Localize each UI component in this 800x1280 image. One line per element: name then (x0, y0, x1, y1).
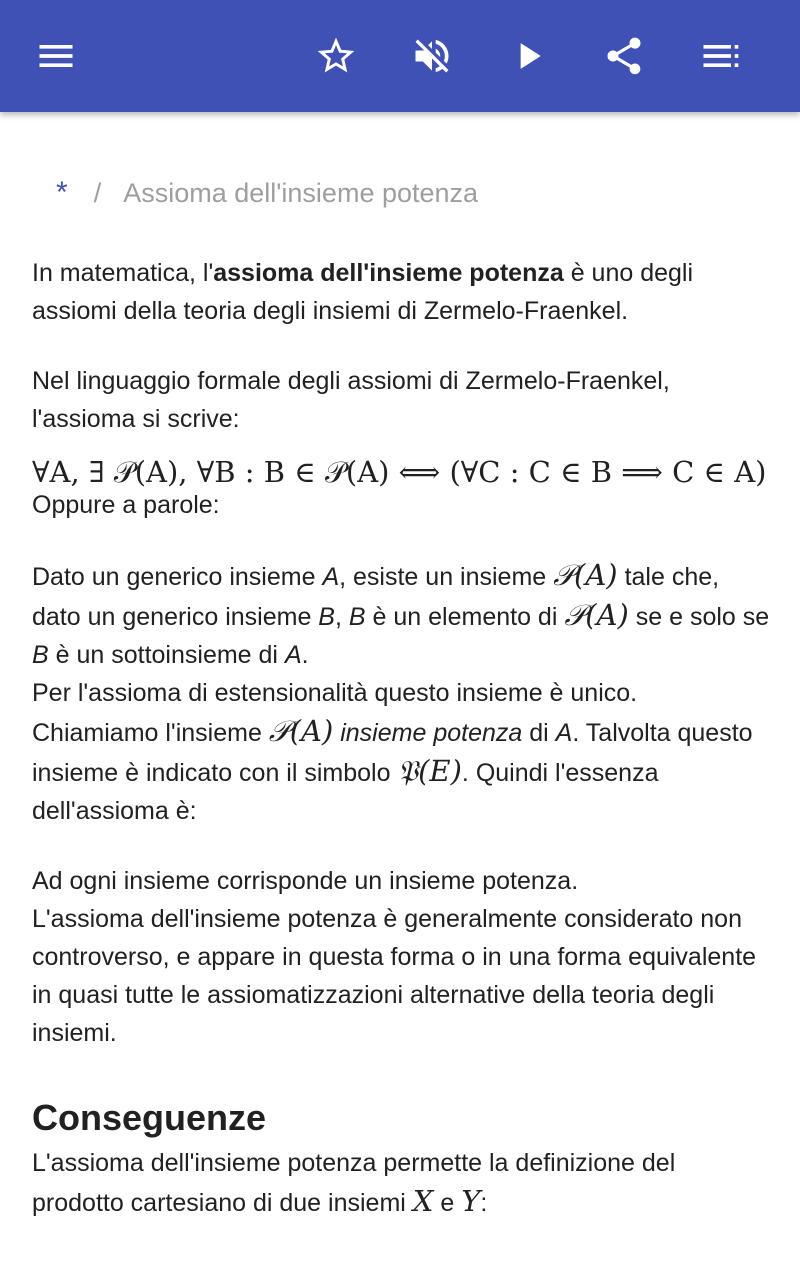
breadcrumb-title: Assioma dell'insieme potenza (123, 178, 479, 208)
in-words-paragraph: Oppure a parole: (32, 491, 220, 519)
bold-term: assioma dell'insieme potenza (213, 259, 564, 287)
breadcrumb-separator: / (93, 178, 102, 208)
share-icon[interactable] (596, 28, 652, 84)
math-fraktur-symbol: 𝔓(E) (397, 754, 462, 788)
math-power-set: 𝒫(A) (268, 714, 334, 748)
controversy-paragraph: L'assioma dell'insieme potenza è generalmente considerato non controverso, e appare in questa forma o in una forma equivalente in quasi tutte le assiomatizzazioni alternative della teoria degli insiemi. (32, 905, 757, 1047)
math-var-y: Y (461, 1184, 481, 1218)
naming-paragraph: Chiamiamo l'insieme 𝒫(A) insieme potenza di A. Talvolta questo insieme è indicato con il simbolo 𝔓(E). Quindi l'essenza dell'assioma è: (32, 714, 753, 825)
intro-paragraph: In matematica, l'assioma dell'insieme potenza è uno degli assiomi della teoria degli insiemi di Zermelo-Fraenkel. (32, 259, 694, 325)
math-power-set: 𝒫(A) (564, 598, 629, 632)
formal-language-paragraph: Nel linguaggio formale degli assiomi di Zermelo-Fraenkel, l'assioma si scrive: (32, 367, 670, 433)
math-var-x: X (412, 1184, 434, 1218)
app-bar (0, 0, 800, 112)
play-icon[interactable] (500, 28, 556, 84)
article-content (32, 254, 772, 1222)
breadcrumb-home-link[interactable]: * (56, 176, 68, 209)
essence-paragraph: Ad ogni insieme corrisponde un insieme potenza. (32, 867, 579, 895)
axiom-formula: ∀A, ∃ 𝒫(A), ∀B : B ∈ 𝒫(A) ⟺ (∀C : C ∈ B ⟹ C ∈ A) (32, 455, 767, 489)
volume-off-icon[interactable] (404, 28, 460, 84)
consequences-paragraph: L'assioma dell'insieme potenza permette la definizione del prodotto cartesiano di due insiemi X e Y: (32, 1149, 676, 1218)
playlist-icon[interactable] (692, 28, 748, 84)
star-outline-icon[interactable] (308, 28, 364, 84)
breadcrumb (56, 176, 478, 210)
menu-icon[interactable] (28, 28, 84, 84)
math-power-set: 𝒫(A) (553, 558, 618, 592)
definition-paragraph: Dato un generico insieme A, esiste un insieme 𝒫(A) tale che, dato un generico insieme B, B è un elemento di 𝒫(A) se e solo se B è un sottoinsieme di A. (32, 558, 770, 669)
section-heading-conseguenze: Conseguenze (32, 1097, 267, 1138)
uniqueness-paragraph: Per l'assioma di estensionalità questo insieme è unico. (32, 679, 638, 707)
